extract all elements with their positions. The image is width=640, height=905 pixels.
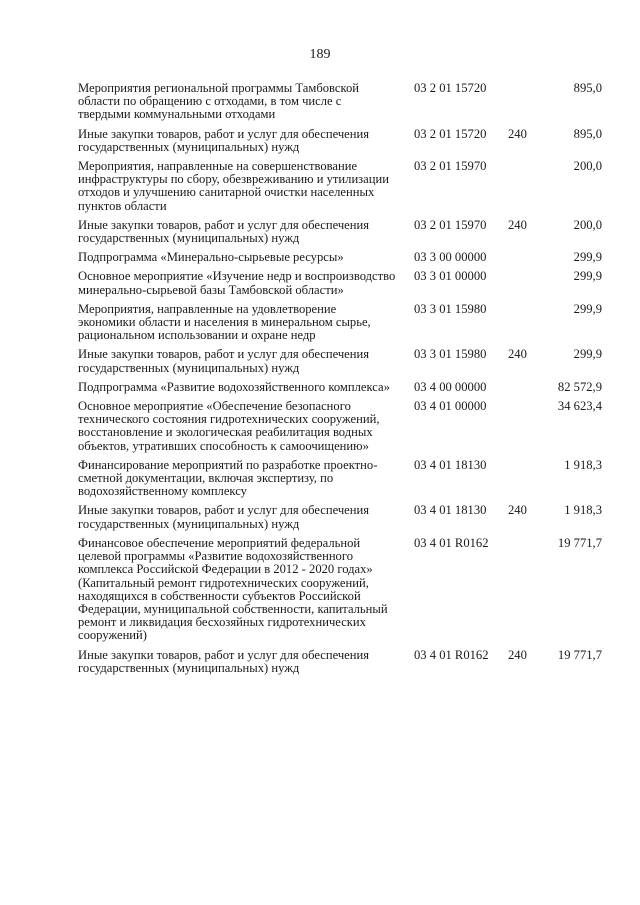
row-code: 03 4 00 00000 — [414, 379, 487, 394]
row-amount: 299,9 — [573, 250, 602, 265]
row-expense-type: 240 — [508, 126, 527, 141]
row-name: Мероприятия, направленные на совершенствование инфраструктуры по сбору, обезвреживанию и утилизации отходов и улучшению санитарной очистки населенных пунктов области — [78, 159, 389, 213]
row-expense-type: 240 — [508, 503, 527, 518]
table-row — [78, 303, 610, 349]
row-code: 03 3 01 15980 — [414, 301, 487, 316]
page-number: 189 — [309, 47, 331, 62]
table-row — [78, 348, 610, 380]
row-expense-type: 240 — [508, 647, 527, 662]
row-expense-type — [502, 537, 542, 649]
row-amount: 299,9 — [573, 269, 602, 284]
row-amount: 200,0 — [573, 217, 602, 232]
budget-table — [78, 82, 610, 681]
row-code: 03 2 01 15970 — [414, 217, 487, 232]
table-row — [78, 251, 610, 270]
row-expense-type — [502, 160, 542, 219]
row-expense-type — [502, 82, 542, 128]
row-name: Иные закупки товаров, работ и услуг для обеспечения государственных (муниципальных) нужд — [78, 647, 370, 675]
row-expense-type — [502, 381, 542, 400]
row-code: 03 4 01 R0162 — [414, 647, 489, 662]
table-row — [78, 537, 610, 649]
row-name: Финансирование мероприятий по разработке проектно-сметной документации, включая экспертизу, по водохозяйственному комплексу — [78, 457, 378, 499]
row-expense-type: 240 — [508, 217, 527, 232]
row-amount: 299,9 — [573, 347, 602, 362]
table-row — [78, 381, 610, 400]
row-expense-type: 240 — [508, 347, 527, 362]
row-amount: 1 918,3 — [564, 457, 602, 472]
row-name: Основное мероприятие «Обеспечение безопасного технического состояния гидротехнических сооружений, восстановление и экологическая реабилитация водных объектов, утративших способность к самоочищению» — [78, 399, 380, 453]
row-code: 03 4 01 18130 — [414, 503, 487, 518]
row-name: Мероприятия, направленные на удовлетворение экономики области и населения в минеральном сырье, рациональном использовании и охране недр — [78, 301, 371, 343]
row-code: 03 3 01 15980 — [414, 347, 487, 362]
row-amount: 1 918,3 — [564, 503, 602, 518]
row-expense-type — [502, 459, 542, 505]
row-code: 03 2 01 15720 — [414, 81, 487, 95]
row-amount: 19 771,7 — [557, 647, 602, 662]
row-code: 03 4 01 18130 — [414, 457, 487, 472]
row-amount: 82 572,9 — [557, 379, 602, 394]
row-name: Иные закупки товаров, работ и услуг для обеспечения государственных (муниципальных) нужд — [78, 347, 370, 375]
table-row — [78, 504, 610, 536]
table-row — [78, 649, 610, 681]
table-row — [78, 400, 610, 459]
row-code: 03 3 00 00000 — [414, 250, 487, 265]
table-row — [78, 82, 610, 128]
row-name: Иные закупки товаров, работ и услуг для обеспечения государственных (муниципальных) нужд — [78, 126, 370, 154]
row-amount: 299,9 — [573, 301, 602, 316]
row-name: Подпрограмма «Развитие водохозяйственного комплекса» — [78, 379, 390, 394]
row-code: 03 4 01 00000 — [414, 399, 487, 414]
table-row — [78, 459, 610, 505]
row-amount: 895,0 — [573, 126, 602, 141]
row-name: Финансовое обеспечение мероприятий федеральной целевой программы «Развитие водохозяйственного комплекса Российской Федерации в 2012 - 2020 годах» (Капитальный ремонт гидротехнических сооружений, находящихся в собственности субъектов Российской Федерации, муниципальной собственности, капитальный ремонт и ликвидация бесхозяйных гидротехнических сооружений) — [78, 535, 388, 643]
table-row — [78, 219, 610, 251]
row-amount: 895,0 — [573, 81, 602, 95]
table-row — [78, 160, 610, 219]
row-amount: 200,0 — [573, 159, 602, 174]
row-amount: 34 623,4 — [557, 399, 602, 414]
table-row — [78, 270, 610, 302]
row-expense-type — [502, 400, 542, 459]
row-code: 03 2 01 15970 — [414, 159, 487, 174]
row-expense-type — [502, 303, 542, 349]
row-name: Основное мероприятие «Изучение недр и воспроизводство минерально-сырьевой базы Тамбовской области» — [78, 269, 396, 297]
table-body — [78, 82, 610, 681]
row-code: 03 2 01 15720 — [414, 126, 487, 141]
row-amount: 19 771,7 — [557, 535, 602, 550]
row-name: Мероприятия региональной программы Тамбовской области по обращению с отходами, в том числе с твердыми коммунальными отходами — [78, 81, 360, 122]
table-row — [78, 128, 610, 160]
row-expense-type — [502, 251, 542, 270]
row-name: Иные закупки товаров, работ и услуг для обеспечения государственных (муниципальных) нужд — [78, 217, 370, 246]
row-name: Подпрограмма «Минерально-сырьевые ресурсы» — [78, 250, 344, 265]
row-code: 03 4 01 R0162 — [414, 535, 489, 550]
row-expense-type — [502, 270, 542, 302]
row-code: 03 3 01 00000 — [414, 269, 487, 284]
row-name: Иные закупки товаров, работ и услуг для обеспечения государственных (муниципальных) нужд — [78, 503, 370, 531]
